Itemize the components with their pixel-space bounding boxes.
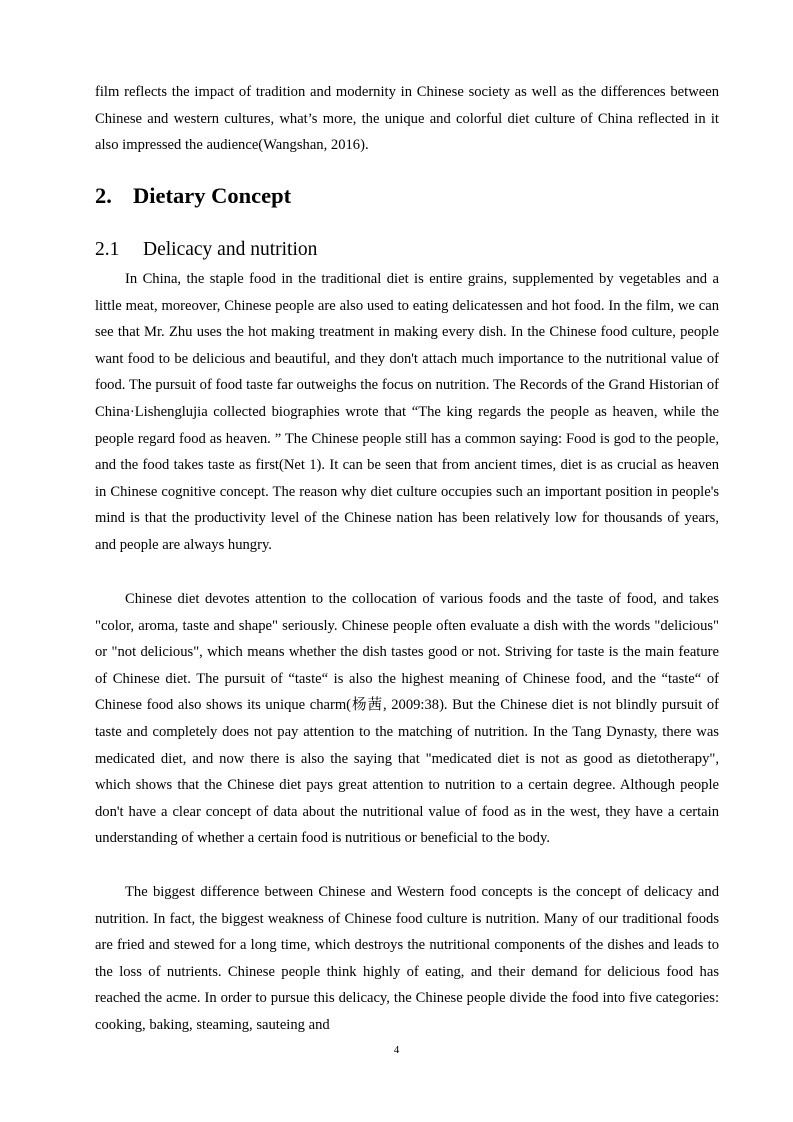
subsection-number: 2.1: [95, 239, 120, 260]
section-title: Dietary Concept: [133, 183, 292, 208]
section-heading: [95, 180, 291, 212]
paragraph-2: Chinese diet devotes attention to the collocation of various foods and the taste of food, and takes "color, aroma, taste and shape" seriously. Chinese people often evaluate a dish with the words "delicious" or "not delicious", which means whether the dish tastes good or not. Striving for taste is the main feature of Chinese diet. The pursuit of “taste“ is also the highest meaning of Chinese food, and the “taste“ of Chinese food also shows its unique charm(杨茜, 2009:38). But the Chinese diet is not blindly pursuit of taste and completely does not pay attention to the matching of nutrition. In the Tang Dynasty, there was medicated diet, and now there is also the saying that "medicated diet is not as good as dietotherapy", which shows that the Chinese diet pays great attention to nutrition to a certain degree. Although people don't have a clear concept of data about the nutritional value of food as in the west, they have a certain understanding of whether a certain food is nutritious or beneficial to the body.: [95, 591, 719, 847]
subsection-heading: [95, 236, 317, 264]
paragraph-continued: film reflects the impact of tradition and modernity in Chinese society as well as the differences between Chinese and western cultures, what’s more, the unique and colorful diet culture of China reflected in it also impressed the audience(Wangshan, 2016).: [95, 84, 719, 154]
paragraph-1: In China, the staple food in the traditional diet is entire grains, supplemented by vegetables and a little meat, moreover, Chinese people are also used to eating delicatessen and hot food. In the film, we can see that Mr. Zhu uses the hot making treatment in making every dish. In the Chinese food culture, people want food to be delicious and beautiful, and they don't attach much importance to the nutritional value of food. The pursuit of food taste far outweighs the focus on nutrition. The Records of the Grand Historian of China·Lishenglujia collected biographies wrote that “The king regards the people as heaven, while the people regard food as heaven. ” The Chinese people still has a common saying: Food is god to the people, and the food takes taste as first(Net 1). It can be seen that from ancient times, diet is as crucial as heaven in Chinese cognitive concept. The reason why diet culture occupies such an important position in people's mind is that the productivity level of the Chinese nation has been relatively low for thousands of years, and people are always hungry.: [95, 271, 719, 553]
page-number: 4: [393, 1044, 400, 1056]
paragraph-3: The biggest difference between Chinese and Western food concepts is the concept of delicacy and nutrition. In fact, the biggest weakness of Chinese food culture is nutrition. Many of our traditional foods are fried and stewed for a long time, which destroys the nutritional components of the dishes and leads to the loss of nutrients. Chinese people think highly of eating, and their demand for delicious food has reached the acme. In order to pursue this delicacy, the Chinese people divide the food into five categories: cooking, baking, steaming, sauteing and: [95, 884, 719, 1033]
section-number: 2.: [95, 183, 112, 208]
subsection-title: Delicacy and nutrition: [143, 239, 318, 260]
